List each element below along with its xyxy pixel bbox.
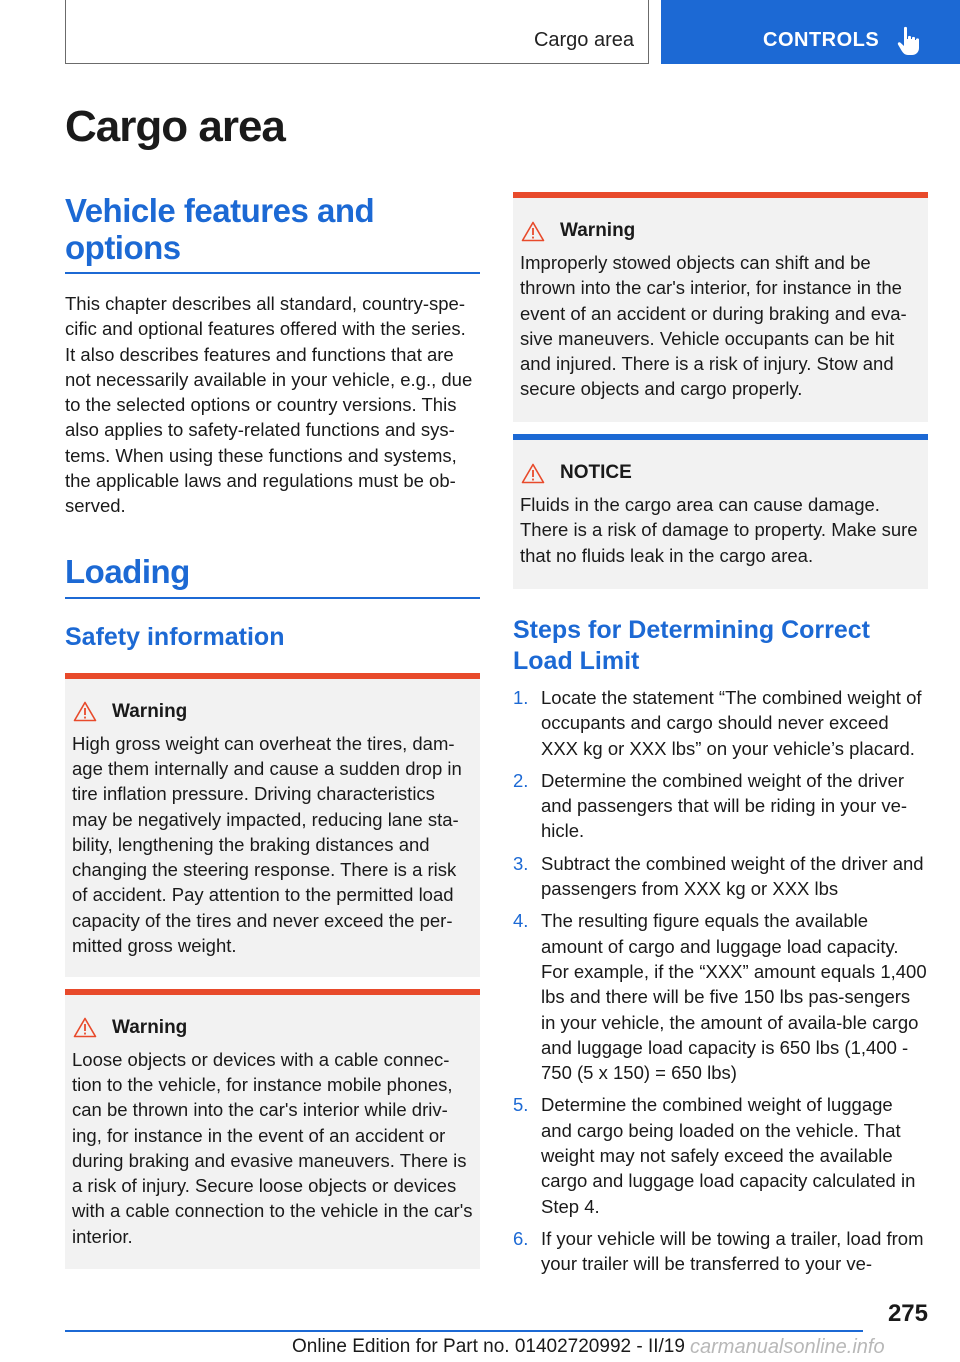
step-text: The resulting figure equals the available amount of cargo and luggage load capacity. For example, if the “XXX” amount equals 1,400 lbs and there will be five 150 lbs pas-sengers in your vehicle, the amount of availa-ble cargo and luggage load capacity is 650 lbs (1,400 - 750 (5 x 150) = 650 lbs) (541, 910, 927, 1084)
footer-edition: Online Edition for Part no. 01402720992 - II/19 (292, 1336, 685, 1357)
step-text: Subtract the combined weight of the driver and passengers from XXX kg or XXX lbs (541, 852, 924, 900)
header-chapter-label: CONTROLS (763, 29, 880, 51)
header-section-title: Cargo area (533, 29, 634, 51)
page-title: Cargo area (65, 102, 285, 151)
page-number: 275 (887, 1300, 928, 1327)
warning-box-3-label: Warning (560, 220, 636, 241)
loading-rule (65, 597, 480, 599)
features-text: This chapter describes all standard, country-spe-cific and optional features offered with the series. It also describes features and functions that are not necessarily available in your vehicle, e.g., due to the selected options or country versions. This also applies to safety-related functions and sys-tems. When using these functions and systems, the applicable laws and regulations must be ob-served. (65, 293, 473, 517)
warning-box-2 (65, 989, 480, 1269)
footer-rule (65, 1330, 863, 1332)
warning-box-3-text: Improperly stowed objects can shift and be thrown into the car's interior, for instance in the event of an accident or during braking and eva-sive maneuvers. Vehicle occupants can be hit and injured. There is a risk of injury. Stow and secure objects and cargo properly. (520, 252, 907, 400)
list-item (513, 685, 928, 761)
notice-box (513, 434, 928, 589)
list-item (513, 851, 928, 902)
header-chapter-tab[interactable] (661, 0, 960, 64)
pointing-hand-icon (897, 26, 923, 56)
step-text: Determine the combined weight of luggage and cargo being loaded on the vehicle. That weight may not safely exceed the available cargo and luggage load capacity calculated in Step 4. (541, 1094, 916, 1217)
list-item (513, 768, 928, 844)
warning-box-1-title (72, 701, 473, 723)
warning-box-3-title (520, 220, 921, 242)
warning-box-2-title (72, 1017, 473, 1039)
warning-triangle-icon (73, 701, 97, 722)
notice-box-text: Fluids in the cargo area can cause damage. There is a risk of damage to property. Make sure that no fluids leak in the cargo area. (520, 494, 918, 566)
step-number: 3. (513, 852, 529, 874)
loading-heading: Loading (65, 552, 190, 590)
step-text: Locate the statement “The combined weight of occupants and cargo should never exceed XXX kg or XXX lbs” on your vehicle’s placard. (541, 687, 922, 759)
features-rule (65, 272, 480, 274)
step-text: Determine the combined weight of the driver and passengers that will be riding in your ve-hicle. (541, 769, 908, 842)
notice-triangle-icon (521, 463, 545, 484)
step-number: 1. (513, 687, 529, 708)
step-text: If your vehicle will be towing a trailer, load from your trailer will be transferred to your ve- (541, 1227, 924, 1275)
header-section-box (65, 0, 649, 64)
warning-box-1 (65, 673, 480, 977)
step-number: 5. (513, 1094, 529, 1116)
warning-triangle-icon (73, 1017, 97, 1038)
notice-box-title (520, 462, 921, 484)
step-number: 6. (513, 1227, 529, 1249)
warning-box-3 (513, 192, 928, 422)
warning-triangle-icon (521, 221, 545, 242)
step-number: 2. (513, 769, 529, 791)
warning-box-1-label: Warning (112, 700, 188, 722)
warning-box-1-text: High gross weight can overheat the tires, dam-age them internally and cause a sudden drop in tire inflation pressure. Driving characteristics may be negatively impacted, reducing lane sta-bility, lengthening the braking distances and changing the steering response. There is a risk of accident. Pay attention to the permitted load capacity of the tires and never exceed the per-mitted gross weight. (72, 732, 462, 957)
steps-list (513, 685, 928, 1277)
right-column (513, 192, 928, 1284)
step-number: 4. (513, 910, 529, 932)
safety-heading: Safety information (65, 622, 285, 651)
steps-heading: Steps for Determining Correct Load Limit (513, 616, 871, 675)
left-column (65, 192, 480, 1269)
warning-box-2-text: Loose objects or devices with a cable connec-tion to the vehicle, for instance mobile phones, can be thrown into the car's interior while driv-ing, for instance in the event of an accident or during braking and evasive maneuvers. There is a risk of injury. Secure loose objects or devices with a cable connection to the vehicle in the car's interior. (72, 1048, 473, 1247)
list-item (513, 1092, 928, 1218)
features-heading: Vehicle features and options (65, 192, 375, 266)
list-item (513, 1226, 928, 1277)
warning-box-2-label: Warning (112, 1016, 188, 1038)
list-item (513, 908, 928, 1085)
watermark: carmanualsonline.info (690, 1336, 885, 1358)
notice-box-label: NOTICE (560, 462, 632, 483)
